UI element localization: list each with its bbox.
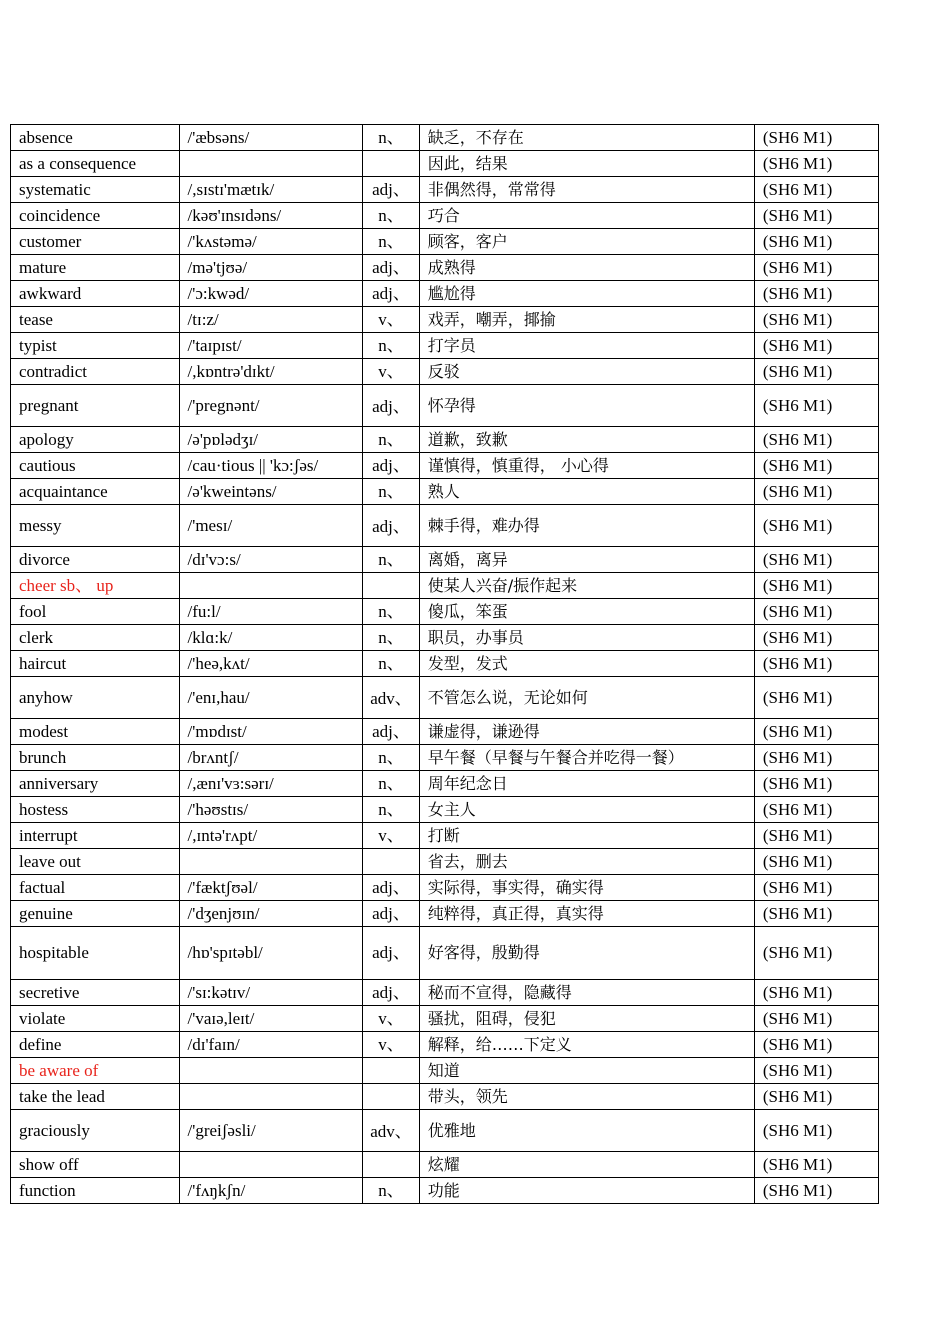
word-cell: show off	[11, 1152, 180, 1178]
table-row	[11, 901, 879, 927]
phonetic-cell: /'taɪpɪst/	[179, 333, 363, 359]
source-cell: (SH6 M1)	[754, 849, 878, 875]
part-of-speech-cell: adj、	[363, 875, 420, 901]
part-of-speech-cell: n、	[363, 1178, 420, 1204]
source-cell: (SH6 M1)	[754, 719, 878, 745]
source-cell: (SH6 M1)	[754, 125, 878, 151]
phonetic-cell: /cau·tious || 'kɔ:ʃəs/	[179, 453, 363, 479]
source-cell: (SH6 M1)	[754, 771, 878, 797]
meaning-cell: 女主人	[419, 797, 754, 823]
word-cell: messy	[11, 505, 180, 547]
table-row	[11, 980, 879, 1006]
word-cell: awkward	[11, 281, 180, 307]
table-row	[11, 547, 879, 573]
word-cell: violate	[11, 1006, 180, 1032]
source-cell: (SH6 M1)	[754, 177, 878, 203]
word-cell: haircut	[11, 651, 180, 677]
meaning-cell: 谦虚得，谦逊得	[419, 719, 754, 745]
phonetic-cell: /'vaɪə,leɪt/	[179, 1006, 363, 1032]
source-cell: (SH6 M1)	[754, 1178, 878, 1204]
part-of-speech-cell	[363, 573, 420, 599]
word-cell: coincidence	[11, 203, 180, 229]
word-cell: function	[11, 1178, 180, 1204]
part-of-speech-cell: adj、	[363, 901, 420, 927]
meaning-cell: 功能	[419, 1178, 754, 1204]
source-cell: (SH6 M1)	[754, 1006, 878, 1032]
word-cell: hostess	[11, 797, 180, 823]
meaning-cell: 纯粹得，真正得，真实得	[419, 901, 754, 927]
part-of-speech-cell	[363, 151, 420, 177]
phonetic-cell: /'ɔ:kwəd/	[179, 281, 363, 307]
meaning-cell: 尴尬得	[419, 281, 754, 307]
meaning-cell: 谨慎得，慎重得， 小心得	[419, 453, 754, 479]
meaning-cell: 离婚，离异	[419, 547, 754, 573]
word-cell: factual	[11, 875, 180, 901]
part-of-speech-cell: n、	[363, 771, 420, 797]
phonetic-cell: /brʌntʃ/	[179, 745, 363, 771]
phonetic-cell: /ə'pɒlədʒɪ/	[179, 427, 363, 453]
table-row	[11, 875, 879, 901]
meaning-cell: 省去，删去	[419, 849, 754, 875]
word-cell: acquaintance	[11, 479, 180, 505]
table-row	[11, 255, 879, 281]
part-of-speech-cell: n、	[363, 203, 420, 229]
part-of-speech-cell: n、	[363, 479, 420, 505]
meaning-cell: 带头，领先	[419, 1084, 754, 1110]
table-row	[11, 151, 879, 177]
table-row	[11, 1032, 879, 1058]
part-of-speech-cell: adj、	[363, 927, 420, 980]
phonetic-cell: /mə'tjʊə/	[179, 255, 363, 281]
phonetic-cell: /tɪ:z/	[179, 307, 363, 333]
part-of-speech-cell	[363, 849, 420, 875]
part-of-speech-cell: n、	[363, 333, 420, 359]
meaning-cell: 顾客，客户	[419, 229, 754, 255]
meaning-cell: 反驳	[419, 359, 754, 385]
table-row	[11, 453, 879, 479]
meaning-cell: 职员，办事员	[419, 625, 754, 651]
table-row	[11, 625, 879, 651]
source-cell: (SH6 M1)	[754, 901, 878, 927]
part-of-speech-cell: adj、	[363, 255, 420, 281]
part-of-speech-cell: adj、	[363, 385, 420, 427]
word-cell: pregnant	[11, 385, 180, 427]
part-of-speech-cell	[363, 1084, 420, 1110]
table-row	[11, 385, 879, 427]
table-row	[11, 849, 879, 875]
phonetic-cell: /'mesɪ/	[179, 505, 363, 547]
source-cell: (SH6 M1)	[754, 1032, 878, 1058]
phonetic-cell: /klɑ:k/	[179, 625, 363, 651]
meaning-cell: 道歉，致歉	[419, 427, 754, 453]
phonetic-cell	[179, 1152, 363, 1178]
word-cell: contradict	[11, 359, 180, 385]
meaning-cell: 发型，发式	[419, 651, 754, 677]
word-cell: define	[11, 1032, 180, 1058]
word-cell: secretive	[11, 980, 180, 1006]
source-cell: (SH6 M1)	[754, 1058, 878, 1084]
meaning-cell: 好客得，殷勤得	[419, 927, 754, 980]
word-cell: clerk	[11, 625, 180, 651]
phonetic-cell: /ə'kweintəns/	[179, 479, 363, 505]
meaning-cell: 知道	[419, 1058, 754, 1084]
phonetic-cell: /fu:l/	[179, 599, 363, 625]
table-row	[11, 599, 879, 625]
table-row	[11, 307, 879, 333]
meaning-cell: 戏弄，嘲弄，揶揄	[419, 307, 754, 333]
table-row	[11, 479, 879, 505]
source-cell: (SH6 M1)	[754, 385, 878, 427]
word-cell: genuine	[11, 901, 180, 927]
phonetic-cell: /dɪ'vɔ:s/	[179, 547, 363, 573]
table-row	[11, 203, 879, 229]
meaning-cell: 解释，给……下定义	[419, 1032, 754, 1058]
source-cell: (SH6 M1)	[754, 1084, 878, 1110]
source-cell: (SH6 M1)	[754, 1152, 878, 1178]
source-cell: (SH6 M1)	[754, 547, 878, 573]
part-of-speech-cell: adj、	[363, 453, 420, 479]
part-of-speech-cell: adj、	[363, 505, 420, 547]
word-cell: cautious	[11, 453, 180, 479]
source-cell: (SH6 M1)	[754, 625, 878, 651]
source-cell: (SH6 M1)	[754, 980, 878, 1006]
table-row	[11, 333, 879, 359]
part-of-speech-cell: adj、	[363, 281, 420, 307]
phonetic-cell	[179, 849, 363, 875]
table-row	[11, 125, 879, 151]
source-cell: (SH6 M1)	[754, 505, 878, 547]
table-row	[11, 823, 879, 849]
part-of-speech-cell: v、	[363, 359, 420, 385]
part-of-speech-cell	[363, 1058, 420, 1084]
phonetic-cell: /'mɒdɪst/	[179, 719, 363, 745]
meaning-cell: 熟人	[419, 479, 754, 505]
table-row	[11, 573, 879, 599]
phonetic-cell: /'sɪ:kətɪv/	[179, 980, 363, 1006]
part-of-speech-cell: n、	[363, 599, 420, 625]
word-cell: cheer sb、 up	[11, 573, 180, 599]
phonetic-cell: /'pregnənt/	[179, 385, 363, 427]
table-row	[11, 505, 879, 547]
table-row	[11, 745, 879, 771]
table-row	[11, 1006, 879, 1032]
table-row	[11, 1178, 879, 1204]
phonetic-cell: /,ænɪ'vɜ:sərɪ/	[179, 771, 363, 797]
meaning-cell: 傻瓜，笨蛋	[419, 599, 754, 625]
phonetic-cell: /dɪ'faɪn/	[179, 1032, 363, 1058]
word-cell: graciously	[11, 1110, 180, 1152]
word-cell: typist	[11, 333, 180, 359]
source-cell: (SH6 M1)	[754, 333, 878, 359]
meaning-cell: 怀孕得	[419, 385, 754, 427]
phonetic-cell: /,sɪstɪ'mætɪk/	[179, 177, 363, 203]
phonetic-cell	[179, 1084, 363, 1110]
table-row	[11, 229, 879, 255]
word-cell: hospitable	[11, 927, 180, 980]
phonetic-cell	[179, 573, 363, 599]
meaning-cell: 巧合	[419, 203, 754, 229]
meaning-cell: 成熟得	[419, 255, 754, 281]
phonetic-cell: /'æbsəns/	[179, 125, 363, 151]
table-row	[11, 281, 879, 307]
word-cell: absence	[11, 125, 180, 151]
table-row	[11, 797, 879, 823]
meaning-cell: 缺乏，不存在	[419, 125, 754, 151]
part-of-speech-cell: n、	[363, 547, 420, 573]
phonetic-cell: /'kʌstəmə/	[179, 229, 363, 255]
source-cell: (SH6 M1)	[754, 797, 878, 823]
phonetic-cell	[179, 151, 363, 177]
part-of-speech-cell: adj、	[363, 719, 420, 745]
source-cell: (SH6 M1)	[754, 823, 878, 849]
word-cell: mature	[11, 255, 180, 281]
meaning-cell: 打字员	[419, 333, 754, 359]
source-cell: (SH6 M1)	[754, 359, 878, 385]
table-row	[11, 927, 879, 980]
table-row	[11, 1084, 879, 1110]
meaning-cell: 秘而不宣得，隐藏得	[419, 980, 754, 1006]
phonetic-cell: /'enɪ,hau/	[179, 677, 363, 719]
phonetic-cell: /'heə,kʌt/	[179, 651, 363, 677]
word-cell: be aware of	[11, 1058, 180, 1084]
table-row	[11, 1152, 879, 1178]
meaning-cell: 棘手得，难办得	[419, 505, 754, 547]
word-cell: modest	[11, 719, 180, 745]
meaning-cell: 打断	[419, 823, 754, 849]
table-row	[11, 427, 879, 453]
part-of-speech-cell: adj、	[363, 177, 420, 203]
word-cell: tease	[11, 307, 180, 333]
source-cell: (SH6 M1)	[754, 151, 878, 177]
word-cell: fool	[11, 599, 180, 625]
source-cell: (SH6 M1)	[754, 281, 878, 307]
phonetic-cell	[179, 1058, 363, 1084]
table-row	[11, 719, 879, 745]
source-cell: (SH6 M1)	[754, 599, 878, 625]
part-of-speech-cell	[363, 1152, 420, 1178]
part-of-speech-cell: v、	[363, 823, 420, 849]
word-cell: anniversary	[11, 771, 180, 797]
meaning-cell: 周年纪念日	[419, 771, 754, 797]
part-of-speech-cell: n、	[363, 625, 420, 651]
table-row	[11, 651, 879, 677]
source-cell: (SH6 M1)	[754, 927, 878, 980]
phonetic-cell: /'greiʃəsli/	[179, 1110, 363, 1152]
meaning-cell: 不管怎么说，无论如何	[419, 677, 754, 719]
phonetic-cell: /,kɒntrə'dɪkt/	[179, 359, 363, 385]
source-cell: (SH6 M1)	[754, 453, 878, 479]
part-of-speech-cell: n、	[363, 427, 420, 453]
word-cell: interrupt	[11, 823, 180, 849]
table-row	[11, 677, 879, 719]
phonetic-cell: /'fæktʃʊəl/	[179, 875, 363, 901]
word-cell: leave out	[11, 849, 180, 875]
meaning-cell: 使某人兴奋/振作起来	[419, 573, 754, 599]
phonetic-cell: /'həʊstɪs/	[179, 797, 363, 823]
part-of-speech-cell: n、	[363, 745, 420, 771]
part-of-speech-cell: v、	[363, 307, 420, 333]
source-cell: (SH6 M1)	[754, 745, 878, 771]
part-of-speech-cell: n、	[363, 797, 420, 823]
table-row	[11, 1058, 879, 1084]
word-cell: take the lead	[11, 1084, 180, 1110]
word-cell: systematic	[11, 177, 180, 203]
meaning-cell: 实际得，事实得，确实得	[419, 875, 754, 901]
source-cell: (SH6 M1)	[754, 255, 878, 281]
table-row	[11, 771, 879, 797]
phonetic-cell: /'dʒenjʊɪn/	[179, 901, 363, 927]
phonetic-cell: /,ɪntə'rʌpt/	[179, 823, 363, 849]
source-cell: (SH6 M1)	[754, 229, 878, 255]
vocabulary-table	[10, 124, 879, 1204]
word-cell: divorce	[11, 547, 180, 573]
part-of-speech-cell: n、	[363, 125, 420, 151]
word-cell: customer	[11, 229, 180, 255]
meaning-cell: 非偶然得，常常得	[419, 177, 754, 203]
phonetic-cell: /'fʌŋkʃn/	[179, 1178, 363, 1204]
word-cell: apology	[11, 427, 180, 453]
phonetic-cell: /kəʊ'ɪnsɪdəns/	[179, 203, 363, 229]
phonetic-cell: /hɒ'spɪtəbl/	[179, 927, 363, 980]
source-cell: (SH6 M1)	[754, 573, 878, 599]
source-cell: (SH6 M1)	[754, 479, 878, 505]
source-cell: (SH6 M1)	[754, 875, 878, 901]
meaning-cell: 优雅地	[419, 1110, 754, 1152]
source-cell: (SH6 M1)	[754, 307, 878, 333]
source-cell: (SH6 M1)	[754, 1110, 878, 1152]
part-of-speech-cell: adv、	[363, 1110, 420, 1152]
part-of-speech-cell: n、	[363, 651, 420, 677]
meaning-cell: 早午餐（早餐与午餐合并吃得一餐）	[419, 745, 754, 771]
table-row	[11, 177, 879, 203]
source-cell: (SH6 M1)	[754, 677, 878, 719]
source-cell: (SH6 M1)	[754, 651, 878, 677]
word-cell: as a consequence	[11, 151, 180, 177]
word-cell: brunch	[11, 745, 180, 771]
source-cell: (SH6 M1)	[754, 427, 878, 453]
vocabulary-table-body	[11, 125, 879, 1204]
part-of-speech-cell: adj、	[363, 980, 420, 1006]
meaning-cell: 炫耀	[419, 1152, 754, 1178]
part-of-speech-cell: v、	[363, 1006, 420, 1032]
part-of-speech-cell: n、	[363, 229, 420, 255]
part-of-speech-cell: v、	[363, 1032, 420, 1058]
part-of-speech-cell: adv、	[363, 677, 420, 719]
table-row	[11, 1110, 879, 1152]
source-cell: (SH6 M1)	[754, 203, 878, 229]
meaning-cell: 骚扰，阻碍，侵犯	[419, 1006, 754, 1032]
word-cell: anyhow	[11, 677, 180, 719]
meaning-cell: 因此，结果	[419, 151, 754, 177]
table-row	[11, 359, 879, 385]
